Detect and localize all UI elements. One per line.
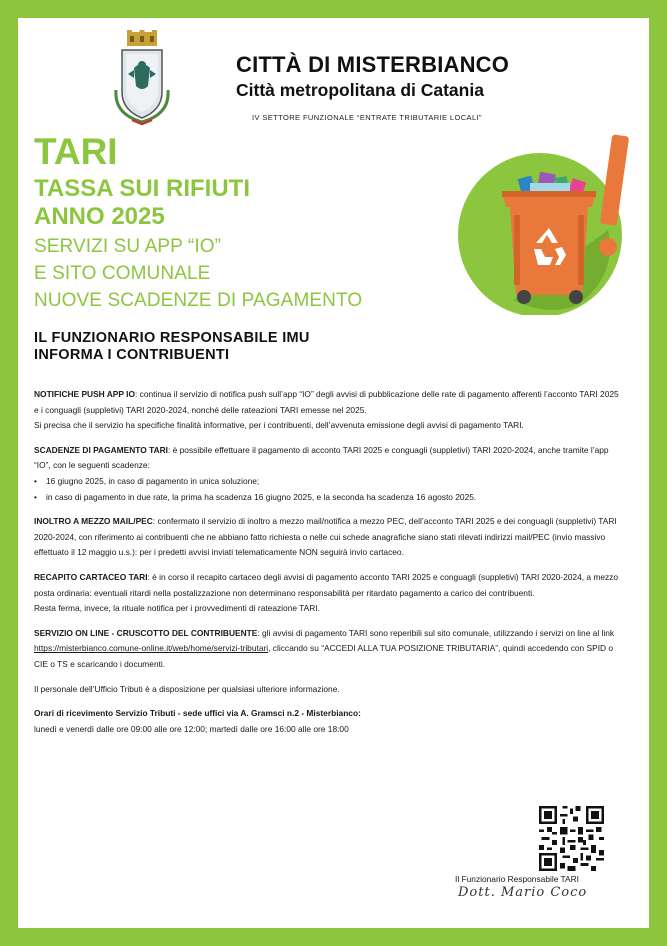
personale-paragraph: Il personale dell’Ufficio Tributi è a disposizione per qualsiasi ulteriore informazione. bbox=[34, 683, 340, 694]
city-name: CITTÀ DI MISTERBIANCO bbox=[236, 52, 510, 77]
push-text: : continua il servizio di notifica push sull’app “IO” degli avvisi di pubblicazione delle rate di pagamento afferenti l’acconto TARI 2025 e i conguagli (suppletivi) TARI 2020-2024, nonché delle rateazioni TARI emesse nel 2025. bbox=[34, 389, 619, 415]
subheadline-line-3: NUOVE SCADENZE DI PAGAMENTO bbox=[34, 290, 363, 311]
city-crest-icon bbox=[112, 30, 172, 125]
subheadline-line-2: E SITO COMUNALE bbox=[34, 263, 211, 284]
online-text-2: , cliccando su “ACCEDI ALLA TUA POSIZIONE TRIBUTARIA”, quindi accedendo con SPID o CIE o TS e scaricando i documenti. bbox=[34, 643, 614, 669]
orari-text: lunedì e venerdì dalle ore 09:00 alle ore 12:00; martedì dalle ore 16:00 alle ore 18:00 bbox=[34, 723, 349, 734]
scadenze-paragraph bbox=[34, 443, 624, 474]
cartaceo-text: : è in corso il recapito cartaceo degli avvisi di pagamento acconto TARI 2025 e conguagli (suppletivi) TARI 2020-2024, a mezzo posta ordinaria: eventuali ritardi nella postalizzazione non determinano responsabilità per ritardato pagamento a carico dei contribuenti. bbox=[34, 571, 619, 598]
cartaceo-paragraph bbox=[34, 570, 624, 601]
subheadline-line-1: SERVIZI SU APP “IO” bbox=[34, 236, 222, 257]
scadenze-title: SCADENZE DI PAGAMENTO TARI bbox=[34, 444, 169, 455]
orari-title bbox=[34, 706, 624, 722]
qr-code[interactable] bbox=[539, 806, 604, 871]
list-item: • in caso di pagamento in due rate, la prima ha scadenza 16 giugno 2025, e la seconda ha scadenza 16 agosto 2025. bbox=[34, 490, 624, 506]
list-item: • 16 giugno 2025, in caso di pagamento in unica soluzione; bbox=[34, 474, 624, 490]
orari-title-text: Orari di ricevimento Servizio Tributi - sede uffici via A. Gramsci n.2 - Misterbianco: bbox=[34, 708, 361, 719]
headline-anno: ANNO 2025 bbox=[34, 203, 165, 230]
signature-name: Dott. Mario Coco bbox=[458, 885, 588, 900]
notice-body bbox=[34, 387, 624, 746]
inoltro-title: INOLTRO A MEZZO MAIL/PEC bbox=[34, 516, 153, 527]
scadenze-list bbox=[34, 474, 624, 505]
online-paragraph bbox=[34, 626, 624, 673]
online-link[interactable]: https://misterbianco.comune-online.it/web/home/servizi-tributari bbox=[34, 643, 269, 654]
inoltro-paragraph bbox=[34, 514, 624, 561]
push-title: NOTIFICHE PUSH APP IO bbox=[34, 389, 135, 399]
headline-tassa: TASSA SUI RIFIUTI bbox=[34, 175, 250, 202]
headline-tari: TARI bbox=[34, 131, 118, 172]
inoltro-text: : confermato il servizio di inoltro a mezzo mail/notifica a mezzo PEC, dell’acconto TARI 2025 e dei conguagli (suppletivi) TARI 2020-2024, con riferimento ai contribuenti che ne abbiano fatto richiesta o nelle cui schede anagrafiche siano stati rilevati indirizzi mail/PEC (invio massivo effettuato il 12 maggio u.s.): per i predetti avvisi inviati telematicamente NON seguirà invio cartaceo. bbox=[34, 516, 617, 558]
sector-label: IV SETTORE FUNZIONALE “ENTRATE TRIBUTARIE LOCALI” bbox=[252, 113, 482, 122]
push-note: Si precisa che il servizio ha specifiche finalità informative, per i contribuenti, dell’avvenuta emissione degli avvisi di pagamento TARI. bbox=[34, 420, 524, 431]
signature-label: Il Funzionario Responsabile TARI bbox=[455, 874, 579, 884]
intro-line-1: IL FUNZIONARIO RESPONSABILE IMU bbox=[34, 330, 310, 346]
metro-city-name: Città metropolitana di Catania bbox=[236, 80, 484, 100]
recycling-bin-illustration bbox=[458, 125, 638, 315]
online-title: SERVIZIO ON LINE - CRUSCOTTO DEL CONTRIBUENTE bbox=[34, 627, 258, 638]
cartaceo-title: RECAPITO CARTACEO TARI bbox=[34, 571, 148, 582]
online-text-1: : gli avvisi di pagamento TARI sono reperibili sul sito comunale, utilizzando i servizi on line al link bbox=[257, 627, 615, 638]
push-paragraph bbox=[34, 387, 624, 418]
cartaceo-note: Resta ferma, invece, la rituale notifica per i provvedimenti di rateazione TARI. bbox=[34, 603, 320, 614]
scadenze-text: : è possibile effettuare il pagamento di acconto TARI 2025 e conguagli (suppletivi) TARI 2020-2024, anche tramite l’app “IO”, con le seguenti scadenze: bbox=[34, 444, 609, 471]
intro-line-2: INFORMA I CONTRIBUENTI bbox=[34, 347, 230, 363]
